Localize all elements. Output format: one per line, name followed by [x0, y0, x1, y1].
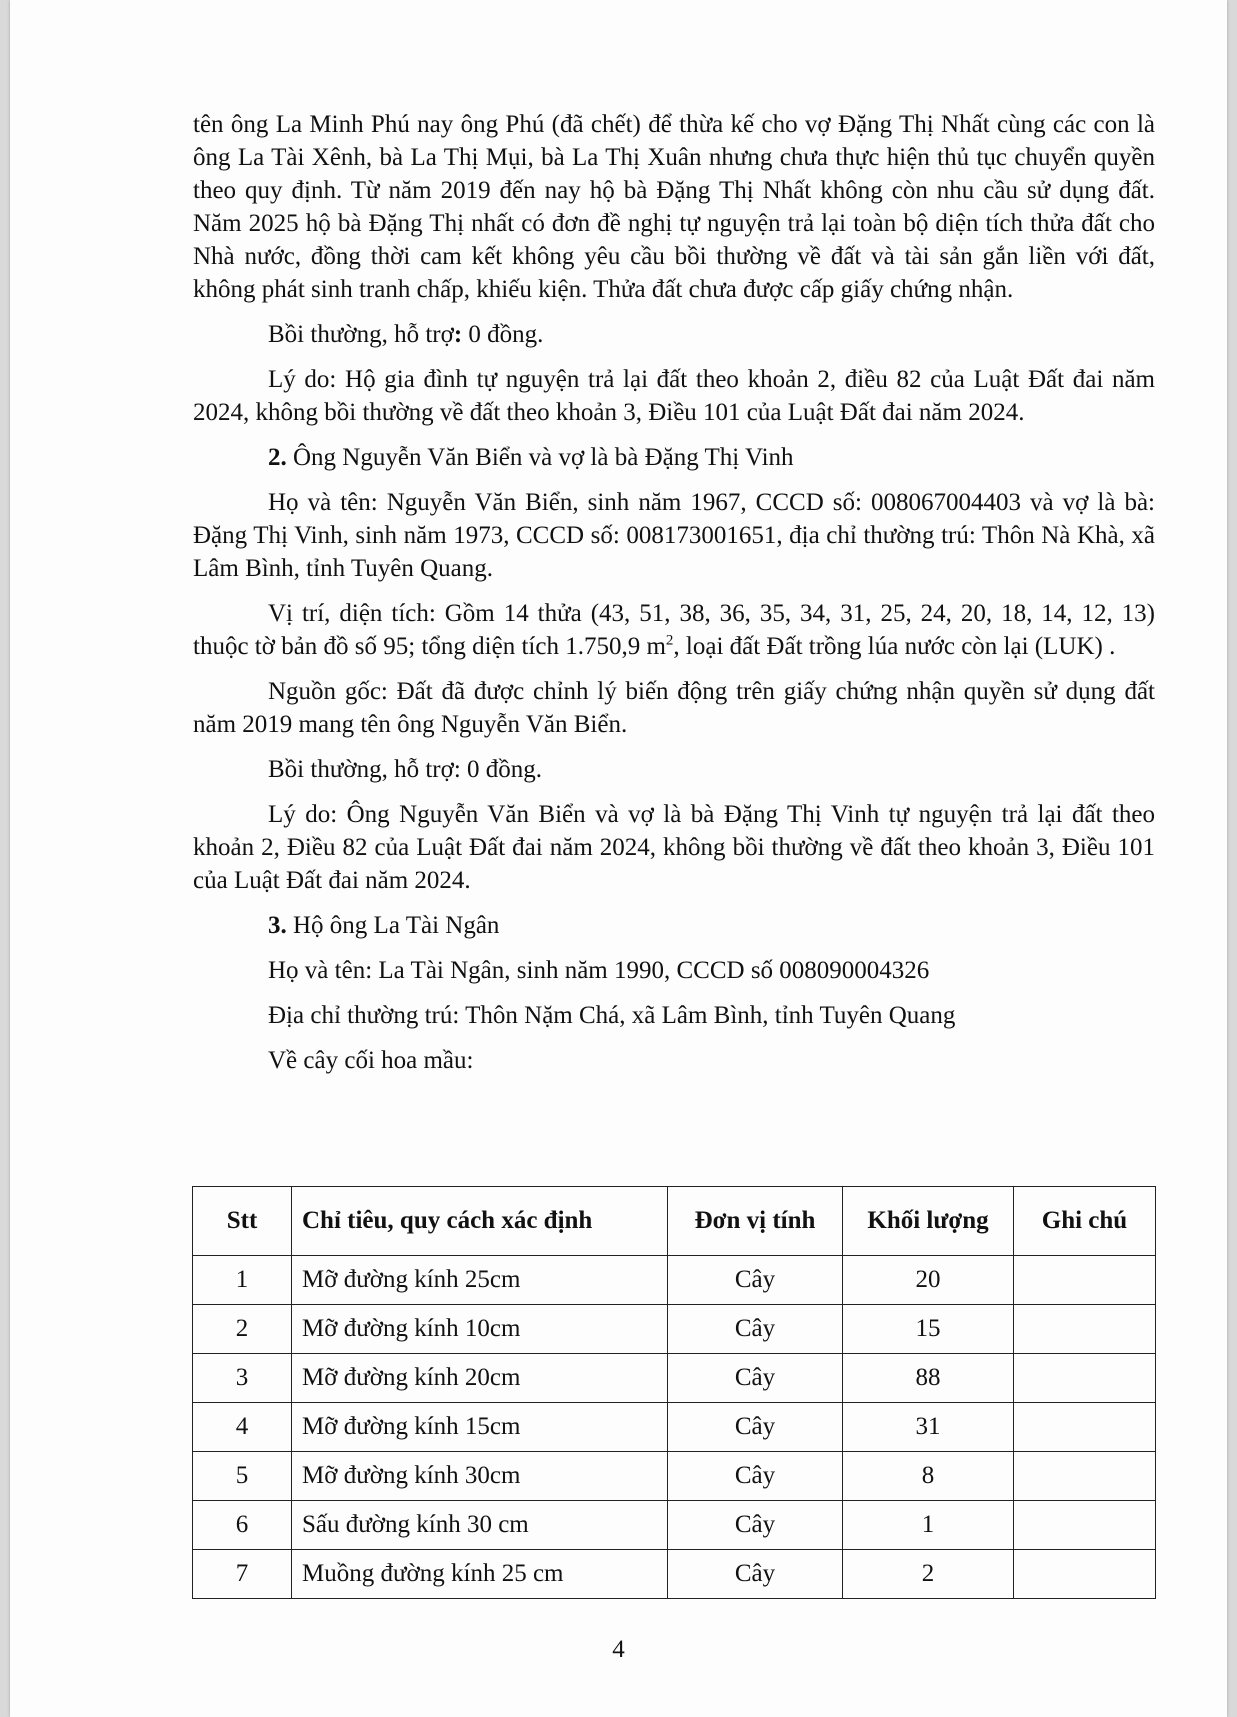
header-note: Ghi chú: [1014, 1187, 1156, 1256]
cell-description: Mỡ đường kính 20cm: [292, 1354, 668, 1403]
cell-unit: Cây: [668, 1256, 843, 1305]
document-page: [10, 0, 1227, 1717]
header-stt: Stt: [193, 1187, 292, 1256]
paragraph-inheritance: tên ông La Minh Phú nay ông Phú (đã chết) để thừa kế cho vợ Đặng Thị Nhất cùng các con là ông La Tài Xênh, bà La Thị Mụi, bà La Thị Xuân nhưng chưa thực hiện thủ tục chuyển quyền theo quy định. Từ năm 2019 đến nay hộ bà Đặng Thị Nhất không còn nhu cầu sử dụng đất. Năm 2025 hộ bà Đặng Thị nhất có đơn đề nghị tự nguyện trả lại toàn bộ diện tích thửa đất cho Nhà nước, đồng thời cam kết không yêu cầu bồi thường về đất và tài sản gắn liền với đất, không phát sinh tranh chấp, khiếu kiện. Thửa đất chưa được cấp giấy chứng nhận.: [193, 111, 1155, 303]
section-number-3: 3.: [268, 912, 287, 939]
paragraph-origin-2: Nguồn gốc: Đất đã được chỉnh lý biến động trên giấy chứng nhận quyền sử dụng đất năm 2019 mang tên ông Nguyễn Văn Biển.: [193, 678, 1155, 738]
cell-note: [1014, 1501, 1156, 1550]
compensation-value: 0 đồng.: [462, 321, 544, 348]
section-heading-3: [193, 909, 1155, 942]
cell-stt: 6: [193, 1501, 292, 1550]
section-title-3: Hộ ông La Tài Ngân: [286, 912, 500, 939]
compensation-label: Bồi thường, hỗ trợ: [268, 321, 454, 348]
section-title-2: Ông Nguyễn Văn Biển và vợ là bà Đặng Thị Vinh: [286, 444, 794, 471]
cell-unit: Cây: [668, 1403, 843, 1452]
cell-description: Mỡ đường kính 30cm: [292, 1452, 668, 1501]
table-header-row: [193, 1187, 1156, 1256]
cell-quantity: 20: [843, 1256, 1014, 1305]
table-row: [193, 1550, 1156, 1599]
cell-note: [1014, 1256, 1156, 1305]
page-number: 4: [612, 1636, 625, 1663]
paragraph-reason-1: Lý do: Hộ gia đình tự nguyện trả lại đất theo khoản 2, điều 82 của Luật Đất đai năm 2024, không bồi thường về đất theo khoản 3, Điều 101 của Luật Đất đai năm 2024.: [193, 366, 1155, 426]
header-unit: Đơn vị tính: [668, 1187, 843, 1256]
cell-description: Muồng đường kính 25 cm: [292, 1550, 668, 1599]
cell-description: Sấu đường kính 30 cm: [292, 1501, 668, 1550]
cell-stt: 3: [193, 1354, 292, 1403]
paragraph-address-3: Địa chỉ thường trú: Thôn Nặm Chá, xã Lâm Bình, tỉnh Tuyên Quang: [268, 1002, 956, 1029]
cell-note: [1014, 1305, 1156, 1354]
table-row: [193, 1403, 1156, 1452]
paragraph-name-2: Họ và tên: Nguyễn Văn Biển, sinh năm 1967, CCCD số: 008067004403 và vợ là bà: Đặng Thị Vinh, sinh năm 1973, CCCD số: 008173001651, địa chỉ thường trú: Thôn Nà Khà, xã Lâm Bình, tỉnh Tuyên Quang.: [193, 489, 1155, 582]
cell-quantity: 8: [843, 1452, 1014, 1501]
paragraph-compensation-1: [193, 318, 1155, 351]
cell-stt: 7: [193, 1550, 292, 1599]
document-body: [193, 108, 1155, 1077]
cell-description: Mỡ đường kính 10cm: [292, 1305, 668, 1354]
cell-stt: 5: [193, 1452, 292, 1501]
paragraph-compensation-2: Bồi thường, hỗ trợ: 0 đồng.: [268, 756, 543, 783]
compensation-colon: :: [453, 321, 463, 348]
header-quantity: Khối lượng: [843, 1187, 1014, 1256]
cell-quantity: 88: [843, 1354, 1014, 1403]
cell-stt: 2: [193, 1305, 292, 1354]
cell-quantity: 31: [843, 1403, 1014, 1452]
area-superscript: 2: [665, 632, 674, 649]
table-row: [193, 1256, 1156, 1305]
paragraph-location-2: [193, 597, 1155, 663]
cell-note: [1014, 1452, 1156, 1501]
cell-unit: Cây: [668, 1550, 843, 1599]
cell-stt: 1: [193, 1256, 292, 1305]
paragraph-reason-2: Lý do: Ông Nguyễn Văn Biển và vợ là bà Đặng Thị Vinh tự nguyện trả lại đất theo khoản 2, Điều 82 của Luật Đất đai năm 2024, không bồi thường về đất theo khoản 3, Điều 101 của Luật Đất đai năm 2024.: [193, 801, 1155, 894]
cell-description: Mỡ đường kính 25cm: [292, 1256, 668, 1305]
table-row: [193, 1501, 1156, 1550]
cell-note: [1014, 1354, 1156, 1403]
paragraph-crops-intro: Về cây cối hoa mầu:: [268, 1047, 474, 1074]
location-text-end: , loại đất Đất trồng lúa nước còn lại (LUK) .: [673, 633, 1116, 660]
table-row: [193, 1305, 1156, 1354]
cell-quantity: 2: [843, 1550, 1014, 1599]
cell-quantity: 15: [843, 1305, 1014, 1354]
table-row: [193, 1354, 1156, 1403]
cell-unit: Cây: [668, 1354, 843, 1403]
cell-note: [1014, 1403, 1156, 1452]
cell-unit: Cây: [668, 1452, 843, 1501]
cell-stt: 4: [193, 1403, 292, 1452]
cell-unit: Cây: [668, 1305, 843, 1354]
section-number-2: 2.: [268, 444, 287, 471]
cell-note: [1014, 1550, 1156, 1599]
cell-quantity: 1: [843, 1501, 1014, 1550]
header-description: Chỉ tiêu, quy cách xác định: [292, 1187, 668, 1256]
table-row: [193, 1452, 1156, 1501]
section-heading-2: [193, 441, 1155, 474]
cell-unit: Cây: [668, 1501, 843, 1550]
location-text: Vị trí, diện tích: Gồm 14 thửa (43, 51, 38, 36, 35, 34, 31, 25, 24, 20, 18, 14, 12, 13) thuộc tờ bản đồ số 95; tổng diện tích 1.750,9 m: [193, 600, 1155, 660]
cell-description: Mỡ đường kính 15cm: [292, 1403, 668, 1452]
crops-table: [192, 1186, 1156, 1599]
paragraph-name-3: Họ và tên: La Tài Ngân, sinh năm 1990, CCCD số 008090004326: [268, 957, 930, 984]
